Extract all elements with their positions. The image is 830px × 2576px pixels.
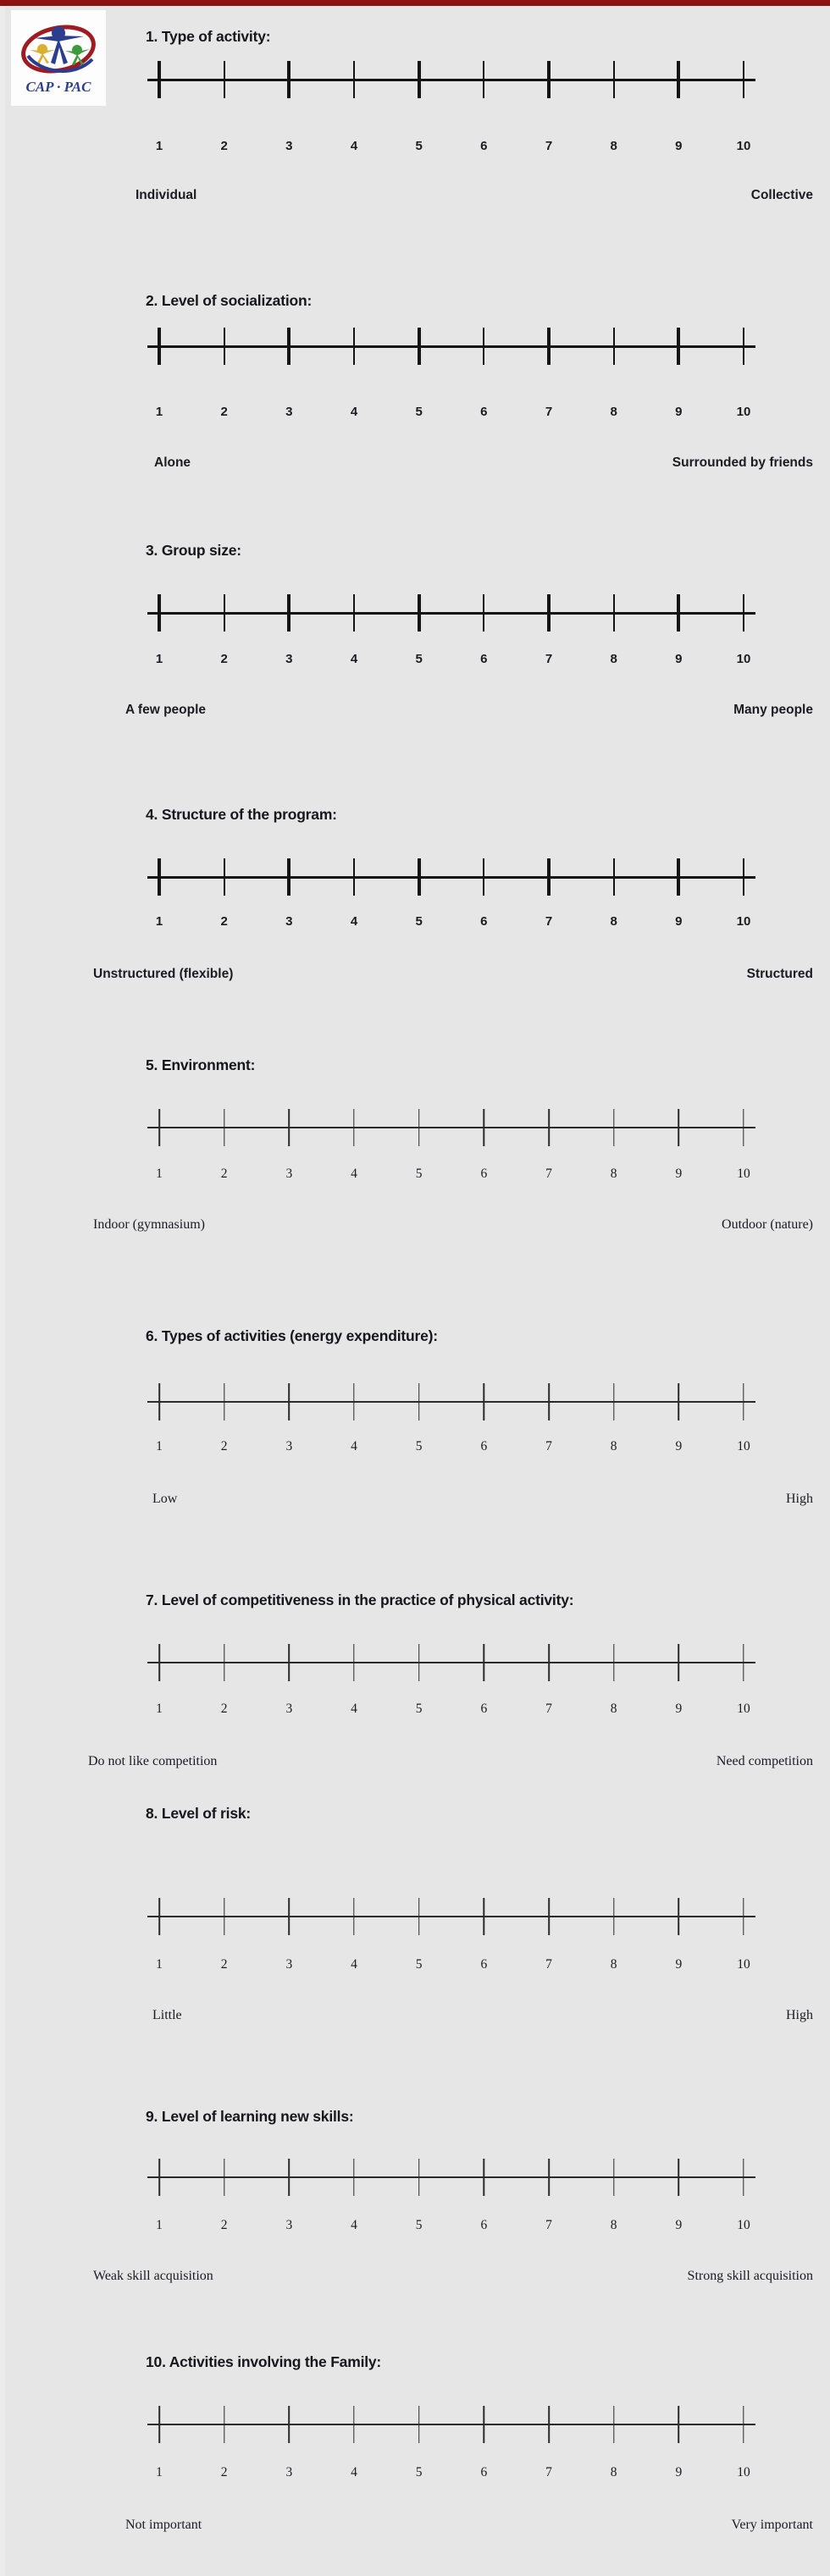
scale-tick-10[interactable]: [743, 61, 744, 98]
scale-number-10: 10: [736, 914, 751, 929]
scale-number-3: 3: [285, 139, 293, 153]
scale-anchor-labels: [0, 2518, 830, 2536]
scale-tick-10[interactable]: [743, 594, 744, 632]
scale-number-9: 9: [675, 2465, 683, 2479]
scale-axis-line: [147, 612, 755, 615]
left-anchor-label: Little: [152, 2008, 182, 2022]
scale-number-1: 1: [156, 1439, 163, 1453]
scale-tick-1[interactable]: [158, 1109, 160, 1146]
scale-tick-8[interactable]: [613, 594, 615, 632]
scale-number-7: 7: [545, 1167, 552, 1181]
scale-tick-1[interactable]: [158, 61, 161, 98]
scale-anchor-labels: [0, 967, 830, 985]
scale-axis-line: [147, 1662, 755, 1663]
scale-anchor-labels: [0, 2008, 830, 2027]
question-title: 4. Structure of the program:: [146, 806, 337, 823]
scale-tick-9[interactable]: [677, 858, 680, 896]
scale-anchor-labels: [0, 188, 830, 207]
left-anchor-label: Weak skill acquisition: [93, 2269, 213, 2283]
question-title: 1. Type of activity:: [146, 28, 271, 45]
scale-number-8: 8: [610, 2465, 617, 2479]
scale-number-10: 10: [737, 1702, 750, 1716]
scale-tick-5[interactable]: [418, 328, 421, 365]
scale-number-10: 10: [736, 139, 751, 153]
scale-number-9: 9: [675, 1439, 683, 1453]
scale-tick-5[interactable]: [418, 1109, 420, 1146]
scale-number-5: 5: [415, 652, 423, 666]
scale-tick-7[interactable]: [547, 328, 551, 365]
scale-number-4: 4: [350, 914, 358, 929]
scale-number-labels: [156, 2465, 750, 2482]
scale-tick-8[interactable]: [613, 2406, 614, 2443]
scale-number-labels: [155, 139, 751, 156]
scale-tick-9[interactable]: [677, 328, 680, 365]
scale-tick-4[interactable]: [353, 1644, 354, 1681]
right-anchor-label: Need competition: [716, 1754, 813, 1768]
scale-tick-4[interactable]: [353, 1383, 354, 1420]
scale-tick-8[interactable]: [613, 1898, 614, 1935]
scale-tick-4[interactable]: [353, 594, 355, 632]
scale-number-4: 4: [350, 405, 358, 419]
scale-number-3: 3: [285, 1167, 293, 1181]
scale-tick-5[interactable]: [418, 2406, 420, 2443]
scale-number-1: 1: [156, 1702, 163, 1716]
scale-tick-10[interactable]: [743, 1383, 744, 1420]
scale-tick-5[interactable]: [418, 1644, 420, 1681]
rating-scale-track[interactable]: [159, 1644, 744, 1681]
question-title: 7. Level of competitiveness in the practice of physical activity:: [146, 1591, 574, 1608]
scale-tick-9[interactable]: [678, 2406, 680, 2443]
scale-tick-1[interactable]: [158, 328, 161, 365]
scale-number-8: 8: [610, 914, 617, 929]
scale-number-4: 4: [350, 652, 358, 666]
scale-number-10: 10: [737, 2465, 750, 2479]
scale-tick-8[interactable]: [613, 858, 615, 896]
left-anchor-label: Low: [152, 1492, 178, 1506]
right-anchor-label: Strong skill acquisition: [687, 2269, 813, 2283]
scale-number-2: 2: [220, 1439, 228, 1453]
scale-number-6: 6: [480, 914, 488, 929]
question-title: 9. Level of learning new skills:: [146, 2108, 354, 2125]
scale-tick-1[interactable]: [158, 858, 161, 896]
scale-number-1: 1: [156, 1957, 163, 1972]
scale-tick-4[interactable]: [353, 2159, 354, 2196]
scale-axis-line: [147, 79, 755, 81]
scale-number-2: 2: [220, 1167, 228, 1181]
scale-tick-4[interactable]: [353, 858, 355, 896]
scale-number-6: 6: [480, 1167, 488, 1181]
scale-number-1: 1: [155, 139, 163, 153]
scale-tick-7[interactable]: [548, 1383, 550, 1420]
scale-axis-line: [147, 876, 755, 879]
scale-tick-2[interactable]: [224, 594, 225, 632]
scale-tick-3[interactable]: [289, 1898, 290, 1935]
scale-number-5: 5: [415, 139, 423, 153]
scale-number-9: 9: [675, 2218, 683, 2232]
scale-tick-7[interactable]: [548, 1898, 550, 1935]
scale-number-7: 7: [545, 1702, 552, 1716]
scale-tick-3[interactable]: [289, 1644, 290, 1681]
scale-number-8: 8: [610, 1439, 617, 1453]
scale-number-8: 8: [610, 405, 617, 419]
scale-tick-7[interactable]: [548, 1644, 550, 1681]
scale-number-7: 7: [545, 1439, 552, 1453]
right-anchor-label: High: [786, 2008, 813, 2022]
scale-tick-7[interactable]: [547, 61, 551, 98]
scale-number-5: 5: [415, 2218, 423, 2232]
scale-number-1: 1: [156, 1167, 163, 1181]
scale-tick-5[interactable]: [418, 858, 421, 896]
scale-number-3: 3: [285, 1957, 293, 1972]
scale-number-labels: [156, 1167, 750, 1183]
scale-tick-8[interactable]: [613, 61, 615, 98]
scale-number-10: 10: [737, 1439, 750, 1453]
scale-tick-2[interactable]: [224, 328, 225, 365]
scale-number-4: 4: [351, 1957, 357, 1972]
scale-number-7: 7: [545, 652, 553, 666]
scale-number-8: 8: [610, 1702, 617, 1716]
right-anchor-label: Surrounded by friends: [672, 455, 813, 470]
scale-tick-7[interactable]: [548, 2406, 550, 2443]
right-anchor-label: Structured: [746, 967, 813, 981]
scale-tick-9[interactable]: [678, 1383, 680, 1420]
scale-number-6: 6: [480, 2465, 488, 2479]
scale-tick-10[interactable]: [743, 1898, 744, 1935]
scale-tick-9[interactable]: [677, 594, 680, 632]
scale-number-9: 9: [675, 1702, 683, 1716]
scale-number-6: 6: [480, 1702, 488, 1716]
scale-tick-4[interactable]: [353, 328, 355, 365]
scale-number-8: 8: [610, 1957, 617, 1972]
scale-number-1: 1: [155, 405, 163, 419]
scale-tick-2[interactable]: [224, 858, 225, 896]
left-anchor-label: Do not like competition: [88, 1754, 218, 1768]
scale-tick-4[interactable]: [353, 1109, 354, 1146]
scale-tick-8[interactable]: [613, 2159, 614, 2196]
scale-anchor-labels: [0, 455, 830, 474]
scale-tick-4[interactable]: [353, 2406, 354, 2443]
right-anchor-label: Many people: [733, 703, 813, 717]
scale-number-3: 3: [285, 2465, 293, 2479]
question-title: 6. Types of activities (energy expenditure):: [146, 1327, 438, 1344]
scale-tick-1[interactable]: [158, 1898, 160, 1935]
scale-tick-1[interactable]: [158, 1644, 160, 1681]
scale-tick-9[interactable]: [678, 1644, 680, 1681]
scale-number-3: 3: [285, 652, 293, 666]
right-anchor-label: Very important: [731, 2518, 813, 2532]
scale-tick-3[interactable]: [289, 1383, 290, 1420]
scale-number-5: 5: [415, 1957, 423, 1972]
scale-tick-3[interactable]: [287, 61, 290, 98]
scale-axis-line: [147, 2176, 755, 2178]
scale-anchor-labels: [0, 1754, 830, 1773]
scale-tick-8[interactable]: [613, 328, 615, 365]
scale-number-10: 10: [737, 2218, 750, 2232]
scale-tick-6[interactable]: [483, 858, 484, 896]
scale-number-4: 4: [351, 1439, 357, 1453]
scale-tick-1[interactable]: [158, 2406, 160, 2443]
scale-tick-5[interactable]: [418, 61, 421, 98]
scale-number-7: 7: [545, 139, 553, 153]
scale-number-8: 8: [610, 652, 617, 666]
scale-axis-line: [147, 345, 755, 348]
scale-number-10: 10: [736, 405, 751, 419]
scale-tick-4[interactable]: [353, 61, 355, 98]
question-title: 2. Level of socialization:: [146, 292, 313, 309]
right-anchor-label: Collective: [750, 188, 813, 202]
scale-number-8: 8: [610, 2218, 617, 2232]
scale-tick-8[interactable]: [613, 1644, 614, 1681]
top-page-rule: [0, 0, 830, 6]
scale-number-4: 4: [351, 2218, 357, 2232]
scale-number-3: 3: [285, 2218, 293, 2232]
scale-tick-6[interactable]: [483, 594, 484, 632]
cap-pac-logo: [11, 10, 106, 106]
scale-number-2: 2: [220, 2218, 228, 2232]
scale-number-7: 7: [545, 2465, 552, 2479]
scale-number-5: 5: [415, 1167, 423, 1181]
scale-number-6: 6: [480, 405, 488, 419]
scale-number-6: 6: [480, 139, 488, 153]
scale-tick-8[interactable]: [613, 1109, 614, 1146]
scale-number-10: 10: [736, 652, 751, 666]
rating-scale-track[interactable]: [159, 1383, 744, 1420]
scale-tick-1[interactable]: [158, 594, 161, 632]
scale-tick-4[interactable]: [353, 1898, 354, 1935]
left-anchor-label: A few people: [125, 703, 207, 717]
scale-number-2: 2: [220, 1957, 228, 1972]
scale-number-9: 9: [675, 139, 683, 153]
scale-tick-7[interactable]: [547, 594, 551, 632]
scale-tick-5[interactable]: [418, 594, 421, 632]
scale-anchor-labels: [0, 703, 830, 721]
scale-number-1: 1: [156, 2218, 163, 2232]
scale-number-4: 4: [350, 139, 358, 153]
question-title: 5. Environment:: [146, 1056, 256, 1073]
question-title: 10. Activities involving the Family:: [146, 2353, 382, 2370]
scale-number-5: 5: [415, 1702, 423, 1716]
scale-number-9: 9: [675, 405, 683, 419]
scale-number-3: 3: [285, 1702, 293, 1716]
scale-number-6: 6: [480, 2218, 488, 2232]
scale-number-labels: [156, 1439, 750, 1456]
left-anchor-label: Indoor (gymnasium): [93, 1217, 205, 1232]
scale-number-labels: [155, 914, 751, 931]
scale-tick-3[interactable]: [289, 2406, 290, 2443]
scale-number-4: 4: [351, 2465, 357, 2479]
scale-number-1: 1: [155, 652, 163, 666]
scale-number-6: 6: [480, 652, 488, 666]
scale-number-7: 7: [545, 1957, 552, 1972]
left-anchor-label: Unstructured (flexible): [93, 967, 234, 981]
scale-tick-9[interactable]: [677, 61, 680, 98]
rating-scale-track[interactable]: [159, 2406, 744, 2443]
scale-number-9: 9: [675, 1957, 683, 1972]
scale-tick-2[interactable]: [224, 61, 225, 98]
scale-number-4: 4: [351, 1167, 357, 1181]
scale-number-2: 2: [220, 1702, 228, 1716]
right-anchor-label: Outdoor (nature): [722, 1217, 813, 1232]
scale-number-2: 2: [220, 139, 228, 153]
scale-axis-line: [147, 2424, 755, 2425]
scale-tick-10[interactable]: [743, 2406, 744, 2443]
left-anchor-label: Individual: [136, 188, 197, 202]
scale-axis-line: [147, 1916, 755, 1917]
scale-number-3: 3: [285, 914, 293, 929]
scale-number-1: 1: [155, 914, 163, 929]
scale-tick-3[interactable]: [287, 858, 290, 896]
scale-number-9: 9: [675, 914, 683, 929]
question-title: 8. Level of risk:: [146, 1805, 252, 1822]
scale-number-1: 1: [156, 2465, 163, 2479]
rating-scale-track[interactable]: [159, 61, 744, 98]
scale-number-5: 5: [415, 2465, 423, 2479]
scale-number-labels: [155, 405, 751, 422]
scale-number-labels: [156, 2218, 750, 2235]
rating-scale-track[interactable]: [159, 2159, 744, 2196]
scale-number-labels: [156, 1702, 750, 1718]
scale-tick-3[interactable]: [287, 328, 290, 365]
scale-number-8: 8: [610, 1167, 617, 1181]
scale-number-3: 3: [285, 1439, 293, 1453]
scale-number-6: 6: [480, 1439, 488, 1453]
scale-number-2: 2: [220, 652, 228, 666]
scale-number-9: 9: [675, 652, 683, 666]
scale-tick-3[interactable]: [289, 2159, 290, 2196]
scale-anchor-labels: [0, 2269, 830, 2287]
scale-axis-line: [147, 1127, 755, 1128]
scale-number-2: 2: [220, 2465, 228, 2479]
rating-scale-track[interactable]: [159, 858, 744, 896]
rating-scale-track[interactable]: [159, 1898, 744, 1935]
scale-number-3: 3: [285, 405, 293, 419]
rating-scale-track[interactable]: [159, 1109, 744, 1146]
rating-scale-track[interactable]: [159, 594, 744, 632]
scale-tick-9[interactable]: [678, 1898, 680, 1935]
scale-anchor-labels: [0, 1492, 830, 1510]
scale-tick-6[interactable]: [483, 328, 484, 365]
scale-number-6: 6: [480, 1957, 488, 1972]
scale-tick-10[interactable]: [743, 1644, 744, 1681]
scale-number-labels: [155, 652, 751, 669]
scale-number-labels: [156, 1957, 750, 1974]
scale-tick-7[interactable]: [548, 2159, 550, 2196]
scale-tick-10[interactable]: [743, 2159, 744, 2196]
scale-tick-7[interactable]: [548, 1109, 550, 1146]
scale-tick-6[interactable]: [483, 61, 484, 98]
scale-tick-9[interactable]: [678, 2159, 680, 2196]
scale-tick-5[interactable]: [418, 2159, 420, 2196]
scale-axis-line: [147, 1401, 755, 1403]
scale-anchor-labels: [0, 1217, 830, 1236]
rating-scale-track[interactable]: [159, 328, 744, 365]
scale-number-10: 10: [737, 1957, 750, 1972]
scale-tick-10[interactable]: [743, 858, 744, 896]
scale-tick-5[interactable]: [418, 1383, 420, 1420]
scale-tick-10[interactable]: [743, 328, 744, 365]
scale-number-7: 7: [545, 2218, 552, 2232]
scale-number-2: 2: [220, 405, 228, 419]
scale-tick-8[interactable]: [613, 1383, 614, 1420]
scale-tick-9[interactable]: [678, 1109, 680, 1146]
scale-number-4: 4: [351, 1702, 357, 1716]
cap-pac-logo-wordmark: CAP · PAC: [25, 79, 91, 95]
left-page-gutter: [0, 6, 5, 2576]
scale-number-7: 7: [545, 914, 553, 929]
scale-tick-5[interactable]: [418, 1898, 420, 1935]
left-anchor-label: Not important: [125, 2518, 202, 2532]
scale-tick-1[interactable]: [158, 1383, 160, 1420]
scale-number-2: 2: [220, 914, 228, 929]
scale-tick-3[interactable]: [287, 594, 290, 632]
right-anchor-label: High: [786, 1492, 813, 1506]
scale-number-5: 5: [415, 1439, 423, 1453]
cap-pac-logo-graphic: [11, 10, 106, 106]
scale-tick-3[interactable]: [289, 1109, 290, 1146]
scale-number-8: 8: [610, 139, 617, 153]
scale-tick-7[interactable]: [547, 858, 551, 896]
scale-number-9: 9: [675, 1167, 683, 1181]
scale-number-5: 5: [415, 405, 423, 419]
scale-number-5: 5: [415, 914, 423, 929]
scale-number-7: 7: [545, 405, 553, 419]
scale-tick-10[interactable]: [743, 1109, 744, 1146]
question-title: 3. Group size:: [146, 542, 241, 559]
scale-number-10: 10: [737, 1167, 750, 1181]
left-anchor-label: Alone: [154, 455, 191, 470]
scale-tick-1[interactable]: [158, 2159, 160, 2196]
